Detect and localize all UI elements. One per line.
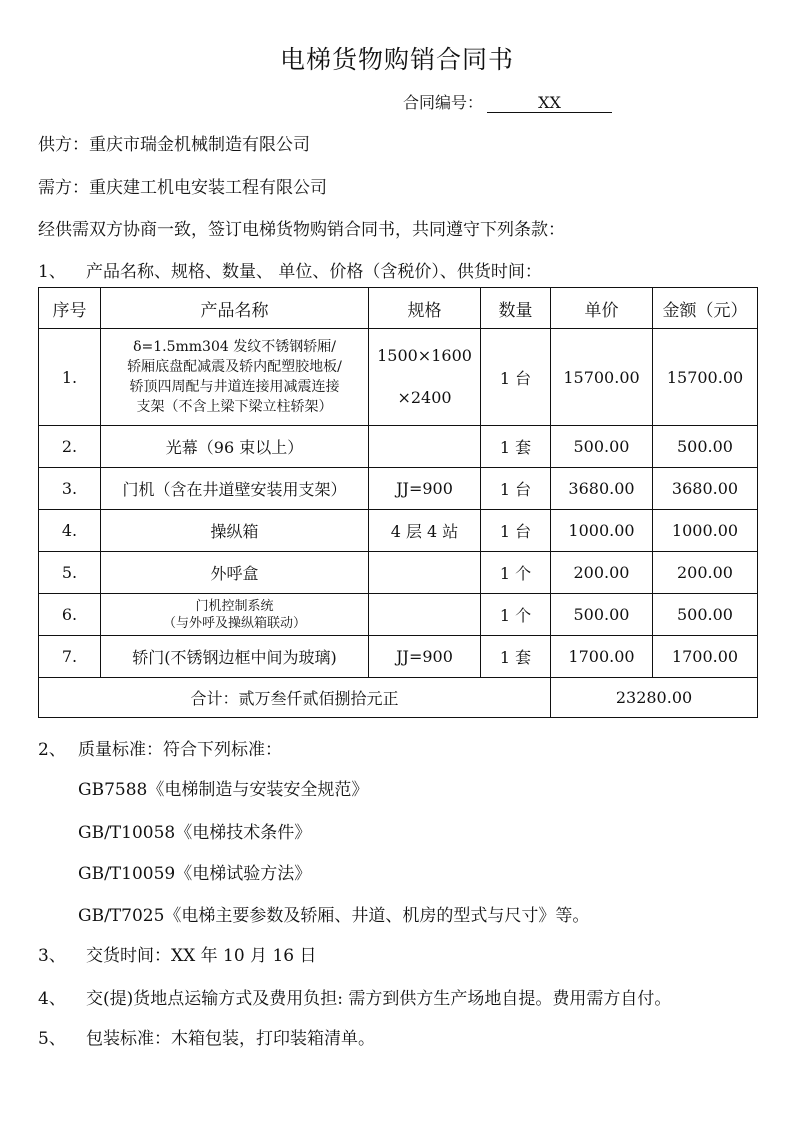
unit-price: 500.00 (551, 426, 653, 468)
contract-number-value: XX (487, 94, 612, 113)
quantity: 1 套 (481, 426, 551, 468)
unit-price: 1000.00 (551, 510, 653, 552)
product-name: 门机控制系统 （与外呼及操纵箱联动） (101, 594, 369, 636)
table-row (39, 552, 758, 594)
row-number: 5. (39, 552, 101, 594)
section-3-text: 交货时间：XX 年 10 月 16 日 (86, 946, 317, 966)
row-number: 2. (39, 426, 101, 468)
product-spec (369, 552, 481, 594)
table-row (39, 594, 758, 636)
table-row (39, 636, 758, 678)
section-5-number: 5、 (38, 1029, 66, 1049)
section-3-line (38, 941, 317, 966)
row-number: 4. (39, 510, 101, 552)
product-spec: JJ=900 (369, 636, 481, 678)
standard-item: GB7588《电梯制造与安装安全规范》 (78, 780, 369, 800)
header-cell: 规格 (369, 288, 481, 329)
product-spec: 1500×1600 ×2400 (369, 329, 481, 426)
row-number: 7. (39, 636, 101, 678)
amount: 1000.00 (653, 510, 758, 552)
section-1-text: 产品名称、规格、数量、 单位、价格（含税价）、供货时间： (86, 262, 542, 282)
section-2-heading (38, 735, 282, 760)
standard-item: GB/T10058《电梯技术条件》 (78, 823, 312, 843)
header-cell: 金额（元） (653, 288, 758, 329)
unit-price: 200.00 (551, 552, 653, 594)
quantity: 1 个 (481, 552, 551, 594)
table-row (39, 510, 758, 552)
quantity: 1 台 (481, 468, 551, 510)
product-name: 外呼盒 (101, 552, 369, 594)
product-spec: 4 层 4 站 (369, 510, 481, 552)
product-name: 门机（含在井道壁安装用支架） (101, 468, 369, 510)
section-3-number: 3、 (38, 946, 66, 966)
product-spec (369, 426, 481, 468)
total-row (39, 678, 758, 718)
header-cell: 产品名称 (101, 288, 369, 329)
standard-item: GB/T10059《电梯试验方法》 (78, 864, 312, 884)
product-name: 轿门(不锈钢边框中间为玻璃) (101, 636, 369, 678)
section-4-line (38, 984, 671, 1009)
header-cell: 单价 (551, 288, 653, 329)
amount: 500.00 (653, 426, 758, 468)
amount: 200.00 (653, 552, 758, 594)
section-5-text: 包装标准：木箱包装，打印装箱清单。 (86, 1029, 375, 1049)
amount: 1700.00 (653, 636, 758, 678)
unit-price: 3680.00 (551, 468, 653, 510)
quantity: 1 台 (481, 329, 551, 426)
product-spec: JJ=900 (369, 468, 481, 510)
document-title: 电梯货物购销合同书 (279, 45, 514, 74)
row-number: 6. (39, 594, 101, 636)
section-1-heading (38, 257, 542, 282)
section-2-text: 质量标准：符合下列标准： (78, 740, 282, 760)
section-5-line (38, 1024, 375, 1049)
row-number: 1. (39, 329, 101, 426)
amount: 15700.00 (653, 329, 758, 426)
buyer-line: 需方：重庆建工机电安装工程有限公司 (38, 178, 327, 198)
total-amount: 23280.00 (551, 678, 758, 718)
quantity: 1 套 (481, 636, 551, 678)
total-label: 合计：贰万叁仟贰佰捌拾元正 (39, 678, 551, 718)
product-spec (369, 594, 481, 636)
quantity: 1 个 (481, 594, 551, 636)
table-row (39, 468, 758, 510)
contract-number (403, 90, 612, 113)
standard-item: GB/T7025《电梯主要参数及轿厢、井道、机房的型式与尺寸》等。 (78, 906, 590, 926)
header-cell: 序号 (39, 288, 101, 329)
amount: 3680.00 (653, 468, 758, 510)
supplier-line: 供方：重庆市瑞金机械制造有限公司 (38, 135, 310, 155)
section-4-text: 交(提)货地点运输方式及费用负担: 需方到供方生产场地自提。费用需方自付。 (86, 989, 672, 1009)
quantity: 1 台 (481, 510, 551, 552)
unit-price: 1700.00 (551, 636, 653, 678)
header-cell: 数量 (481, 288, 551, 329)
table-header-row (39, 288, 758, 329)
product-name: δ=1.5mm304 发纹不锈钢轿厢/ 轿厢底盘配减震及轿内配塑胶地板/ 轿顶四周配与井道连接用减震连接 支架（不含上梁下梁立柱轿架） (101, 329, 369, 426)
table-row (39, 329, 758, 426)
contract-number-label: 合同编号： (403, 93, 484, 112)
unit-price: 15700.00 (551, 329, 653, 426)
unit-price: 500.00 (551, 594, 653, 636)
amount: 500.00 (653, 594, 758, 636)
product-table (38, 287, 758, 718)
product-name: 光幕（96 束以上） (101, 426, 369, 468)
row-number: 3. (39, 468, 101, 510)
product-name: 操纵箱 (101, 510, 369, 552)
section-2-number: 2、 (38, 740, 66, 760)
section-1-number: 1、 (38, 262, 66, 282)
table-row (39, 426, 758, 468)
section-4-number: 4、 (38, 989, 66, 1009)
intro-line: 经供需双方协商一致，签订电梯货物购销合同书，共同遵守下列条款： (38, 220, 565, 240)
